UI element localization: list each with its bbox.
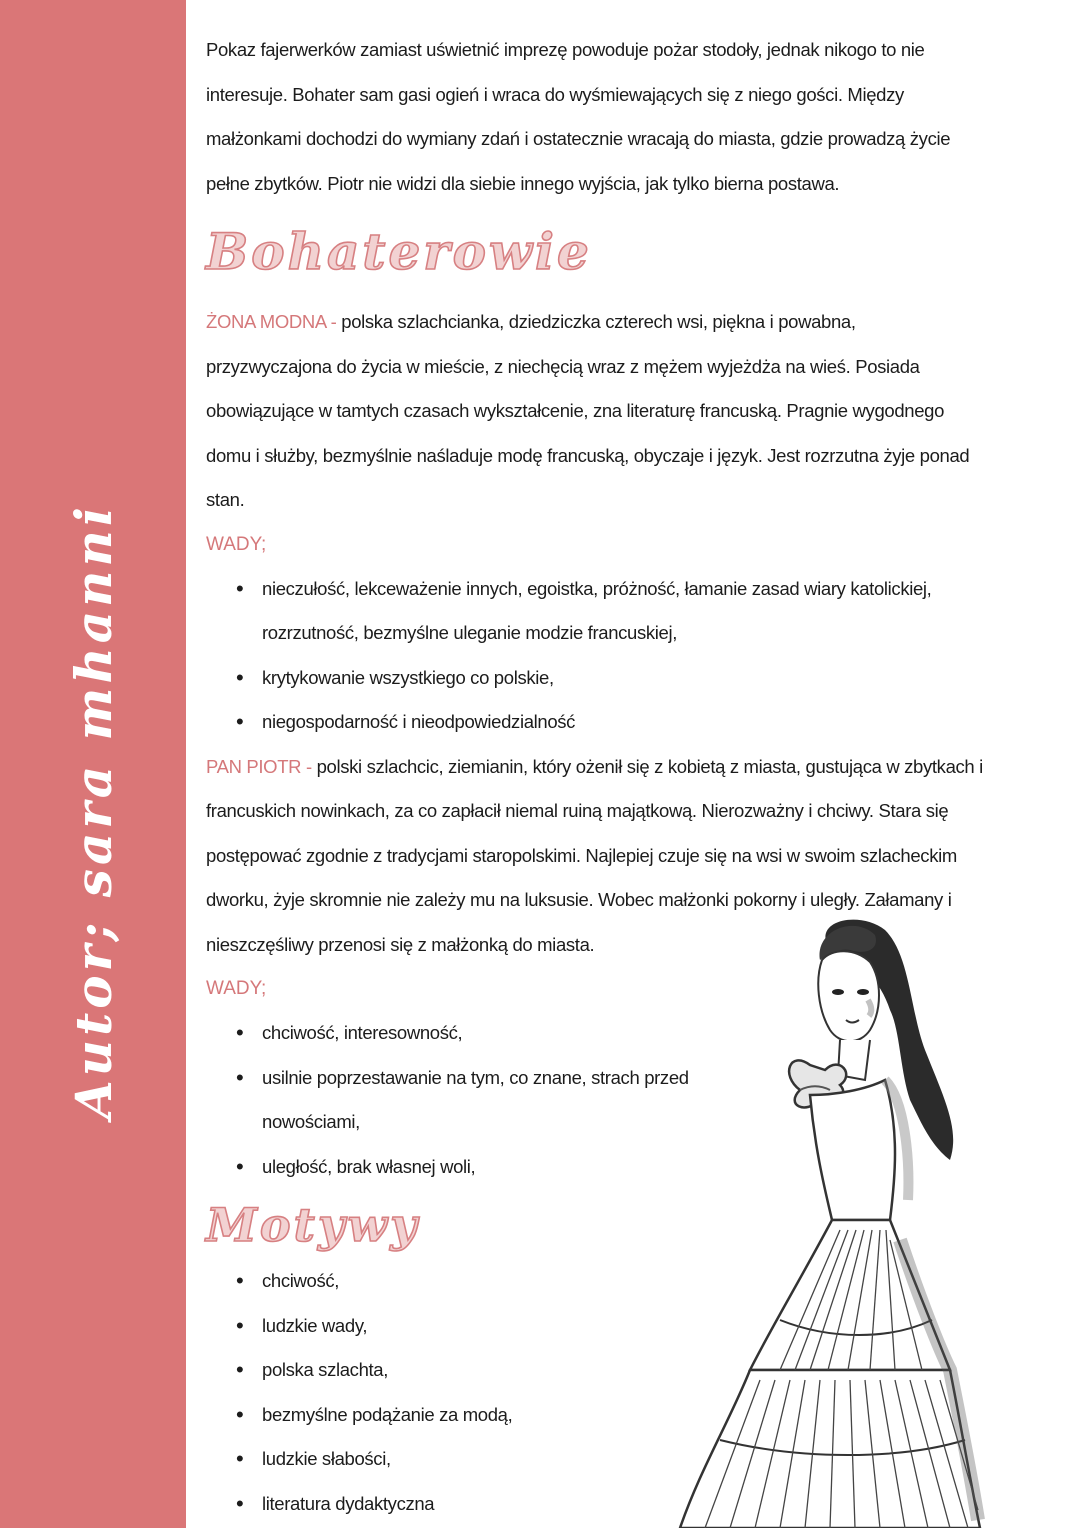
list-item: • ludzkie wady, [206,1304,726,1349]
list-item: • chciwość, interesowność, [206,1011,726,1056]
list-item: • bezmyślne podążanie za modą, [206,1393,726,1438]
pan-piotr-sep: - [301,755,317,777]
list-item: • literatura dydaktyczna [206,1482,726,1527]
heading-motywy: Motywy [206,1198,420,1252]
list-item: • usilnie poprzestawanie na tym, co znane, strach przed nowościami, [206,1056,726,1145]
pan-piotr-text: polski szlachcic, ziemianin, który ożenił się z kobietą z miasta, gustująca w zbytkach i francuskich nowinkach, za co zapłacił niemal ruiną majątkową. Nierozważny i chciwy. Stara się postępować zgodnie z tradycjami staropolskimi. Najlepiej czuje się na wsi w swoim szlacheckim dworku, żyje skromnie nie zależy mu na luksusie. Wobec małżonki pokorny i uległy. Załamany i nieszczęśliwy przenosi się z małżonką do miasta. [206,755,983,955]
zona-modna-sep: - [325,311,342,332]
woman-in-dress-illustration [660,900,990,1528]
heading-bohaterowie: Bohaterowie [206,222,592,281]
zona-wady-label: WADY; [206,533,267,555]
zona-modna-text: polska szlachcianka, dziedziczka czterech wsi, piękna i powabna, przyzwyczajona do życia w mieście, z niechęcią wraz z mężem wyjeżdża na wieś. Posiada obowiązujące w tamtych czasach wykształcenie, zna literaturę francuską. Pragnie wygodnego domu i służby, bezmyślnie naśladuje modę francuską, obyczaje i język. Jest rozrzutna żyje ponad stan. [206,311,970,510]
list-item: • niegospodarność i nieodpowiedzialność [206,700,986,745]
zona-wady-list [206,567,986,745]
pan-piotr-label: PAN PIOTR [206,755,302,777]
zona-modna-paragraph [206,300,986,523]
piotr-wady-list [206,1011,726,1189]
list-item: • krytykowanie wszystkiego co polskie, [206,656,986,701]
list-item: • nieczułość, lekceważenie innych, egoistka, próżność, łamanie zasad wiary katolickiej, rozrzutność, bezmyślne uleganie modzie francuskiej, [206,567,986,656]
list-item: • ludzkie słabości, [206,1437,726,1482]
piotr-wady-label: WADY; [206,978,267,999]
list-item: • uległość, brak własnej woli, [206,1145,726,1190]
sidebar [0,0,186,1528]
zona-modna-label: ŻONA MODNA [206,311,326,332]
author-signature: Autor; sara mhanni [64,503,123,1119]
intro-paragraph: Pokaz fajerwerków zamiast uświetnić imprezę powoduje pożar stodoły, jednak nikogo to nie interesuje. Bohater sam gasi ogień i wraca do wyśmiewających się z niego gości. Między małżonkami dochodzi do wymiany zdań i ostatecznie wracają do miasta, gdzie prowadzą życie pełne zbytków. Piotr nie widzi dla siebie innego wyjścia, jak tylko bierna postawa. [206,39,951,194]
list-item: • polska szlachta, [206,1348,726,1393]
list-item: • chciwość, [206,1259,726,1304]
motywy-list [206,1259,726,1526]
